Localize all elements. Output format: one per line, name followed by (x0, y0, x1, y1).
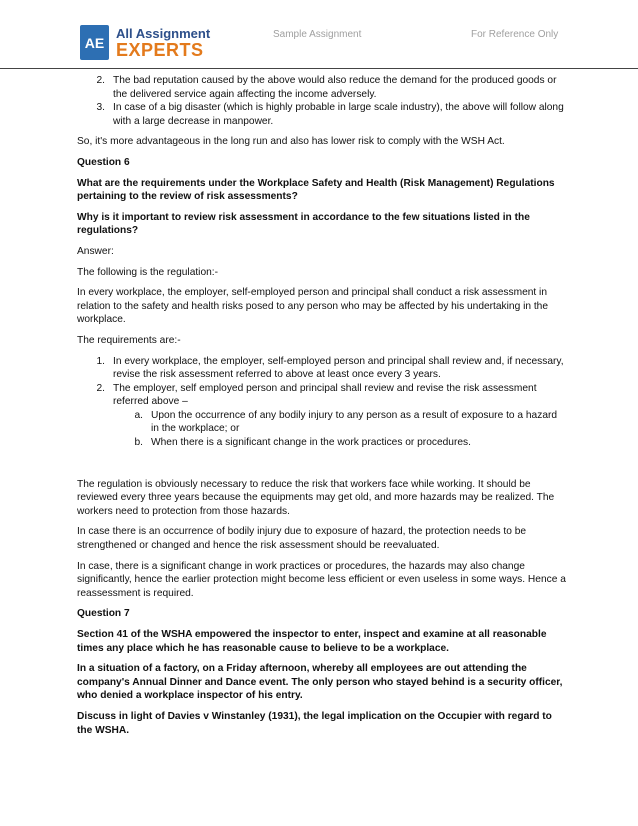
paragraph-advantage: So, it's more advantageous in the long run and also has lower risk to comply with the WSH Act. (77, 136, 505, 148)
answer-label: Answer: (77, 245, 114, 257)
header-reference-label: For Reference Only (471, 29, 559, 40)
paragraph-bodily-injury: In case there is an occurrence of bodily injury due to exposure of hazard, the protection needs to be strengthened or changed and hence the risk assessment should be reevaluated. (77, 526, 527, 552)
paragraph-change-in-practices: In case, there is a significant change in work practices or procedures, the hazards may also change significantly, hence the earlier protection might become less efficient or even useless in some ways. Hence a reassessment is required. (77, 560, 566, 599)
list-number: 2. (96, 382, 105, 394)
sub-list-letter: a. (134, 409, 143, 421)
question-7-part-1: Section 41 of the WSHA empowered the inspector to enter, inspect and examine at all reasonable times any place which he has reasonable cause to believe to be a workplace. (77, 629, 547, 654)
question-6-heading: Question 6 (77, 156, 130, 168)
page-header (0, 0, 638, 70)
sub-list-item (77, 409, 567, 436)
list-number: 1. (96, 355, 105, 367)
regulation-text: In every workplace, the employer, self-employed person and principal shall conduct a risk assessment in relation to the safety and health risks posed to any person who may be affected by his undertaking in the workplace. (77, 287, 548, 326)
logo-text-line2: EXPERTS (116, 40, 204, 60)
requirements-intro: The requirements are:- (77, 334, 181, 346)
header-sample-label: Sample Assignment (273, 29, 362, 40)
question-7-part-3: Discuss in light of Davies v Winstanley (1931), the legal implication on the Occupier with regard to the WSHA. (77, 710, 552, 736)
sub-list-text: When there is a significant change in the work practices or procedures. (151, 437, 471, 449)
list-text: In every workplace, the employer, self-employed person and principal shall review and, if necessary, revise the risk assessment referred to above at least once every 3 years. (113, 355, 564, 381)
list-item (77, 355, 567, 382)
list-item (77, 101, 567, 128)
list-number: 2. (96, 75, 105, 86)
list-number: 3. (96, 102, 105, 114)
sub-list-item (77, 436, 567, 450)
sub-list-letter: b. (134, 437, 143, 449)
question-6-part-1: What are the requirements under the Workplace Safety and Health (Risk Management) Regulations pertaining to the review of risk assessments? (77, 177, 555, 203)
logo-text-line1: All Assignment (116, 26, 211, 41)
list-item (77, 382, 567, 409)
question-7-heading: Question 7 (77, 608, 130, 620)
regulation-intro: The following is the regulation:- (77, 266, 219, 278)
list-text: The bad reputation caused by the above would also reduce the demand for the produced goods or the delivered service again affecting the income adversely. (113, 75, 557, 100)
logo-mark: AE (80, 25, 109, 60)
sub-list-text: Upon the occurrence of any bodily injury to any person as a result of exposure to a hazard in the workplace; or (151, 409, 558, 435)
list-text: The employer, self employed person and principal shall review and revise the risk assessment referred above – (113, 382, 537, 408)
company-logo (80, 24, 220, 64)
header-divider (0, 68, 638, 69)
list-text: In case of a big disaster (which is highly probable in large scale industry), the above will follow along with a large decrease in manpower. (113, 102, 564, 127)
paragraph-regulation-necessity: The regulation is obviously necessary to reduce the risk that workers face while working. It should be reviewed every three years because the equipments may get old, and more hazards may be realized. The workers need to protection from those hazards. (77, 478, 555, 517)
question-7-part-2: In a situation of a factory, on a Friday afternoon, whereby all employees are out attending the company's Annual Dinner and Dance event. The only person who stayed behind is a security officer, who denied a workplace inspector of his entry. (77, 663, 563, 702)
question-6-part-2: Why is it important to review risk assessment in accordance to the few situations listed in the regulations? (77, 211, 530, 237)
document-body (77, 74, 567, 744)
list-item (77, 74, 567, 101)
